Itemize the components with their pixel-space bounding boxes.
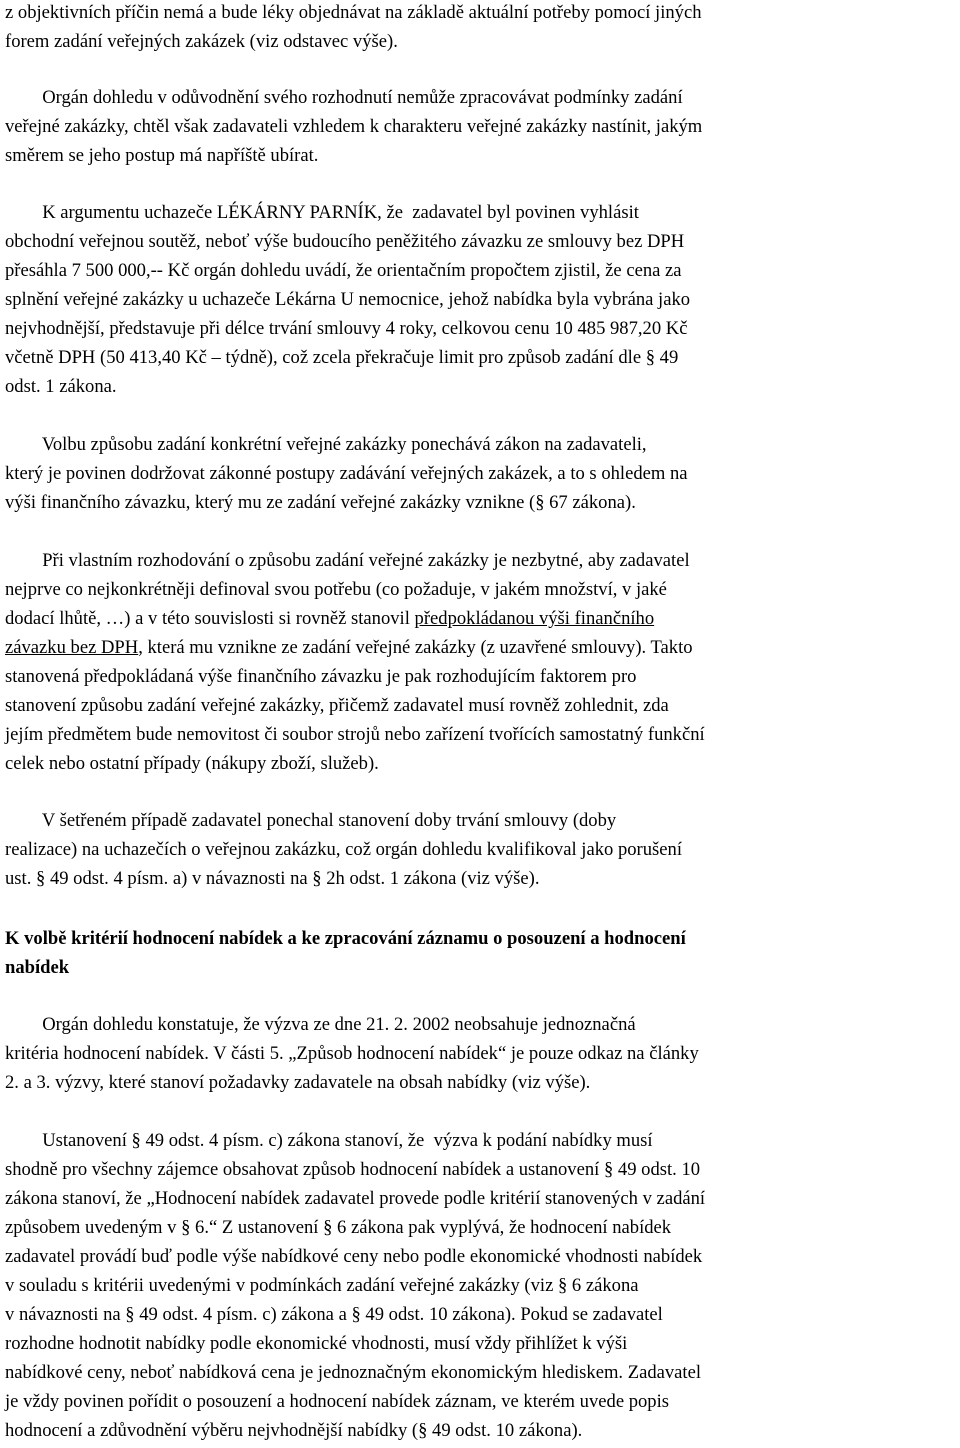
text-line: Ustanovení § 49 odst. 4 písm. c) zákona stanoví, že výzva k podání nabídky musí [5,1130,653,1151]
text-segment: dodací lhůtě, …) a v této souvislosti si rovněž stanovil [5,608,415,629]
text-line: veřejné zakázky, chtěl však zadavateli vzhledem k charakteru veřejné zakázky nastínit, jakým [5,116,703,137]
text-line: nejvhodnější, představuje při délce trvání smlouvy 4 roky, celkovou cenu 10 485 987,20 Kč [5,318,688,339]
text-line: Orgán dohledu v odůvodnění svého rozhodnutí nemůže zpracovávat podmínky zadání [5,87,683,108]
text-line: způsobem uvedeným v § 6.“ Z ustanovení § 6 zákona pak vyplývá, že hodnocení nabídek [5,1217,672,1238]
text-line: Volbu způsobu zadání konkrétní veřejné zakázky ponechává zákon na zadavateli, [5,434,647,455]
text-line: rozhodne hodnotit nabídky podle ekonomické vhodnosti, musí vždy přihlížet k výši [5,1333,628,1354]
text-line: realizace) na uchazečích o veřejnou zakázku, což orgán dohledu kvalifikoval jako porušení [5,839,682,860]
text-line: stanovená předpokládaná výše finančního závazku je pak rozhodujícím faktorem pro [5,666,637,687]
text-segment: , která mu vznikne ze zadání veřejné zakázky (z uzavřené smlouvy). Takto [138,637,693,658]
text-line: celek nebo ostatní případy (nákupy zboží, služeb). [5,753,379,774]
text-line: splnění veřejné zakázky u uchazeče Lékárna U nemocnice, jehož nabídka byla vybrána jako [5,289,691,310]
text-line: v návaznosti na § 49 odst. 4 písm. c) zákona a § 49 odst. 10 zákona). Pokud se zadavatel [5,1304,663,1325]
text-line: shodně pro všechny zájemce obsahovat způsob hodnocení nabídek a ustanovení § 49 odst. 10 [5,1159,701,1180]
text-line: hodnocení a zdůvodnění výběru nejvhodnější nabídky (§ 49 odst. 10 zákona). [5,1420,583,1441]
paragraph-5 [5,546,955,778]
underlined-text: závazku bez DPH [5,637,139,658]
underlined-text: předpokládanou výši finančního [414,608,655,629]
text-line: Při vlastním rozhodování o způsobu zadání veřejné zakázky je nezbytné, aby zadavatel [5,550,690,571]
text-line: v souladu s kritérii uvedenými v podmínkách zadání veřejné zakázky (viz § 6 zákona [5,1275,639,1296]
text-line: nabídek [5,957,70,978]
text-line: směrem se jeho postup má napříště ubírat. [5,145,319,166]
text-line: přesáhla 7 500 000,-- Kč orgán dohledu uvádí, že orientačním propočtem zjistil, že cena za [5,260,682,281]
text-line: jejím předmětem bude nemovitost či soubor strojů nebo zařízení tvořících samostatný funkční [5,724,705,745]
text-line [5,604,955,633]
paragraph-3 [5,198,955,401]
text-line: výši finančního závazku, který mu ze zadání veřejné zakázky vznikne (§ 67 zákona). [5,492,636,513]
text-line: včetně DPH (50 413,40 Kč – týdně), což zcela překračuje limit pro způsob zadání dle § 49 [5,347,679,368]
text-line: který je povinen dodržovat zákonné postupy zadávání veřejných zakázek, a to s ohledem na [5,463,688,484]
text-line: nejprve co nejkonkrétněji definoval svou potřebu (co požaduje, v jakém množství, v jaké [5,579,667,600]
text-line: kritéria hodnocení nabídek. V části 5. „Způsob hodnocení nabídek“ je pouze odkaz na články [5,1043,699,1064]
text-line: V šetřeném případě zadavatel ponechal stanovení doby trvání smlouvy (doby [5,810,617,831]
paragraph-8 [5,1126,955,1445]
text-line: stanovení způsobu zadání veřejné zakázky, přičemž zadavatel musí rovněž zohlednit, zda [5,695,669,716]
text-line: forem zadání veřejných zakázek (viz odstavec výše). [5,31,398,52]
paragraph-1 [5,0,955,56]
paragraph-7 [5,1010,955,1097]
text-line: zákona stanoví, že „Hodnocení nabídek zadavatel provede podle kritérií stanovených v zadání [5,1188,706,1209]
section-heading [5,924,955,982]
text-line: 2. a 3. výzvy, které stanoví požadavky zadavatele na obsah nabídky (viz výše). [5,1072,591,1093]
text-line: je vždy povinen pořídit o posouzení a hodnocení nabídek záznam, ve kterém uvede popis [5,1391,670,1412]
paragraph-4 [5,430,955,517]
text-line: ust. § 49 odst. 4 písm. a) v návaznosti na § 2h odst. 1 zákona (viz výše). [5,868,540,889]
text-line: nabídkové ceny, neboť nabídková cena je jednoznačným ekonomickým hlediskem. Zadavatel [5,1362,702,1383]
text-line: odst. 1 zákona. [5,376,117,397]
text-line: K volbě kritérií hodnocení nabídek a ke zpracování záznamu o posouzení a hodnocení [5,928,686,949]
text-line: zadavatel provádí buď podle výše nabídkové ceny nebo podle ekonomické vhodnosti nabídek [5,1246,703,1267]
paragraph-2 [5,83,955,170]
text-line [5,633,955,662]
text-line: obchodní veřejnou soutěž, neboť výše budoucího peněžitého závazku ze smlouvy bez DPH [5,231,685,252]
text-line: Orgán dohledu konstatuje, že výzva ze dne 21. 2. 2002 neobsahuje jednoznačná [5,1014,636,1035]
text-line: K argumentu uchazeče LÉKÁRNY PARNÍK, že zadavatel byl povinen vyhlásit [5,202,639,223]
text-line: z objektivních příčin nemá a bude léky objednávat na základě aktuální potřeby pomocí jiných [5,2,702,23]
paragraph-6 [5,806,955,893]
